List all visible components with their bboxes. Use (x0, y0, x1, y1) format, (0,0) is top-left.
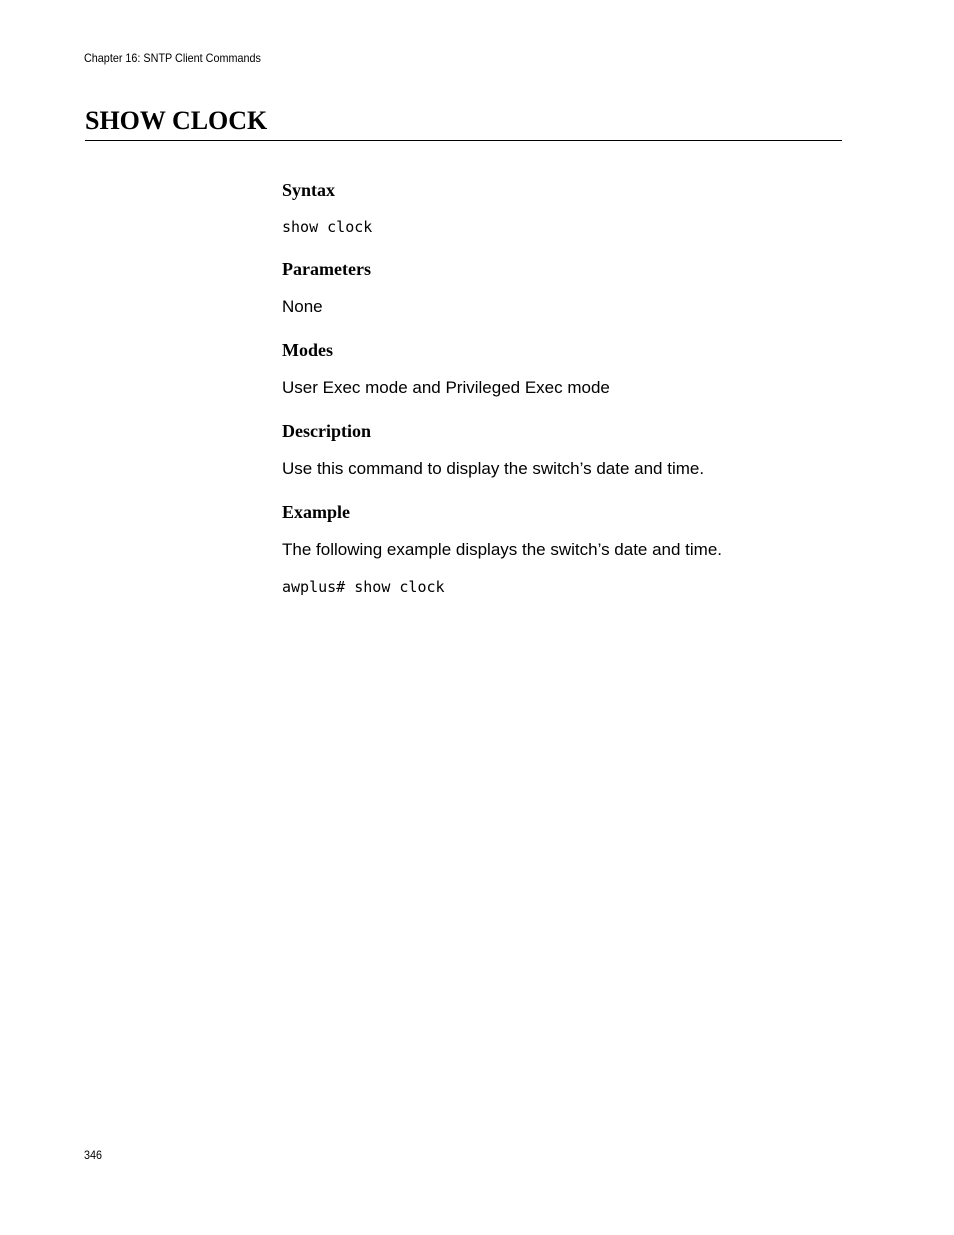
syntax-code: show clock (282, 218, 373, 236)
description-text: Use this command to display the switch’s date and time. (282, 459, 705, 478)
modes-text: User Exec mode and Privileged Exec mode (282, 378, 610, 397)
parameters-text: None (282, 297, 323, 316)
example-heading: Example (282, 502, 351, 522)
syntax-heading: Syntax (282, 180, 336, 200)
title-rule (85, 140, 842, 141)
description-heading: Description (282, 421, 371, 441)
page-title: SHOW CLOCK (85, 106, 268, 135)
running-header: Chapter 16: SNTP Client Commands (84, 51, 261, 65)
page-number: 346 (84, 1148, 103, 1162)
example-code: awplus# show clock (282, 578, 445, 596)
parameters-heading: Parameters (282, 259, 371, 279)
modes-heading: Modes (282, 340, 333, 360)
example-text: The following example displays the switch’s date and time. (282, 540, 723, 559)
